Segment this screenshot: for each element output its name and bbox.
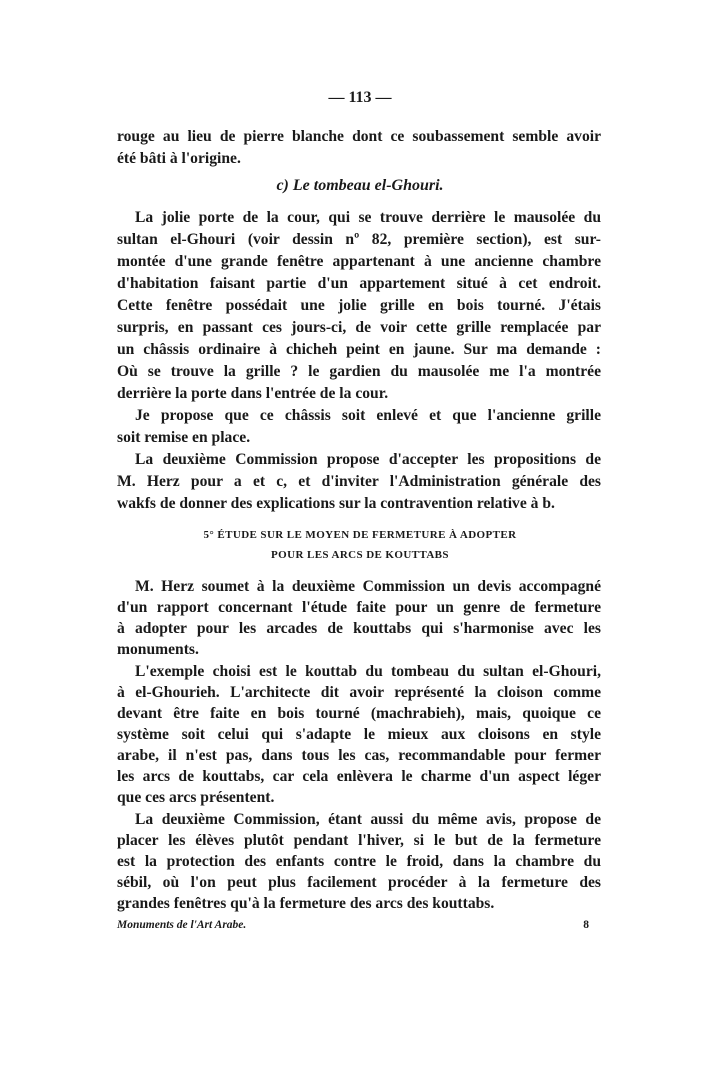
text-line: La deuxième Commission, étant aussi du même avis, propose de bbox=[135, 810, 601, 828]
text-line: M. Herz pour a et c, et d'inviter l'Administration générale des bbox=[117, 473, 601, 490]
text-line: wakfs de donner des explications sur la contravention relative à b. bbox=[117, 495, 555, 512]
text-line: placer les élèves plutôt pendant l'hiver, si le but de la fermeture bbox=[117, 831, 601, 849]
text-line: La jolie porte de la cour, qui se trouve derrière le mausolée du bbox=[135, 209, 601, 226]
continuation-paragraph bbox=[117, 126, 601, 170]
text-line: un châssis ordinaire à chicheh peint en jaune. Sur ma demande : bbox=[117, 341, 601, 358]
text-line: arabe, il n'est pas, dans tous les cas, recommandable pour fermer bbox=[117, 747, 601, 765]
section-5-body bbox=[117, 576, 601, 914]
page-footer bbox=[117, 919, 601, 931]
text-line: sébil, où l'on peut plus facilement procéder à la fermeture des bbox=[117, 873, 601, 891]
text-line: été bâti à l'origine. bbox=[117, 150, 241, 167]
text-line: La deuxième Commission propose d'accepter les propositions de bbox=[135, 451, 601, 468]
subsection-heading: c) Le tombeau el-Ghouri. bbox=[276, 177, 444, 194]
text-line: à el-Ghourieh. L'architecte dit avoir représenté la cloison comme bbox=[117, 683, 601, 701]
signature-mark: 8 bbox=[583, 919, 589, 931]
page-number: — 113 — bbox=[328, 89, 392, 106]
text-line: montée d'une grande fenêtre appartenant à une ancienne chambre bbox=[117, 253, 601, 270]
text-line: à adopter pour les arcades de kouttabs qui s'harmonise avec les bbox=[117, 620, 601, 638]
text-line: devant être faite en bois tourné (machrabieh), mais, quoique ce bbox=[117, 704, 601, 722]
text-line: système soit celui qui s'adapte le mieux aux cloisons en style bbox=[117, 725, 601, 743]
text-line: les arcs de kouttabs, car cela enlèvera le charme d'un aspect léger bbox=[117, 768, 601, 786]
text-line: derrière la porte dans l'entrée de la cour. bbox=[117, 385, 389, 402]
text-line: grandes fenêtres qu'à la fermeture des arcs des kouttabs. bbox=[117, 895, 495, 913]
text-line: soit remise en place. bbox=[117, 429, 251, 446]
text-line: L'exemple choisi est le kouttab du tombeau du sultan el-Ghouri, bbox=[135, 662, 601, 680]
text-line: surpris, en passant ces jours-ci, de voir cette grille remplacée par bbox=[117, 319, 601, 336]
footer-title: Monuments de l'Art Arabe. bbox=[117, 919, 247, 931]
text-line: M. Herz soumet à la deuxième Commission un devis accompagné bbox=[135, 578, 601, 595]
text-line: rouge au lieu de pierre blanche dont ce soubassement semble avoir bbox=[117, 128, 601, 145]
section-heading-line: 5° ÉTUDE SUR LE MOYEN DE FERMETURE À ADOPTER bbox=[203, 529, 517, 541]
text-line: d'un rapport concernant l'étude faite pour un genre de fermeture bbox=[117, 599, 601, 617]
text-line: Cette fenêtre possédait une jolie grille en bois tourné. J'étais bbox=[117, 297, 601, 314]
section-c-body bbox=[117, 207, 601, 515]
text-line: que ces arcs présentent. bbox=[117, 789, 275, 807]
text-line: sultan el-Ghouri (voir dessin nº 82, première section), est sur- bbox=[117, 231, 601, 248]
text-line: monuments. bbox=[117, 641, 199, 659]
text-line: Où se trouve la grille ? le gardien du mausolée me l'a montrée bbox=[117, 363, 601, 380]
text-line: d'habitation faisant partie d'un appartement situé à cet endroit. bbox=[117, 275, 601, 292]
section-heading-line: POUR LES ARCS DE KOUTTABS bbox=[271, 549, 449, 561]
text-line: est la protection des enfants contre le froid, dans la chambre du bbox=[117, 852, 601, 870]
text-line: Je propose que ce châssis soit enlevé et que l'ancienne grille bbox=[135, 407, 601, 424]
